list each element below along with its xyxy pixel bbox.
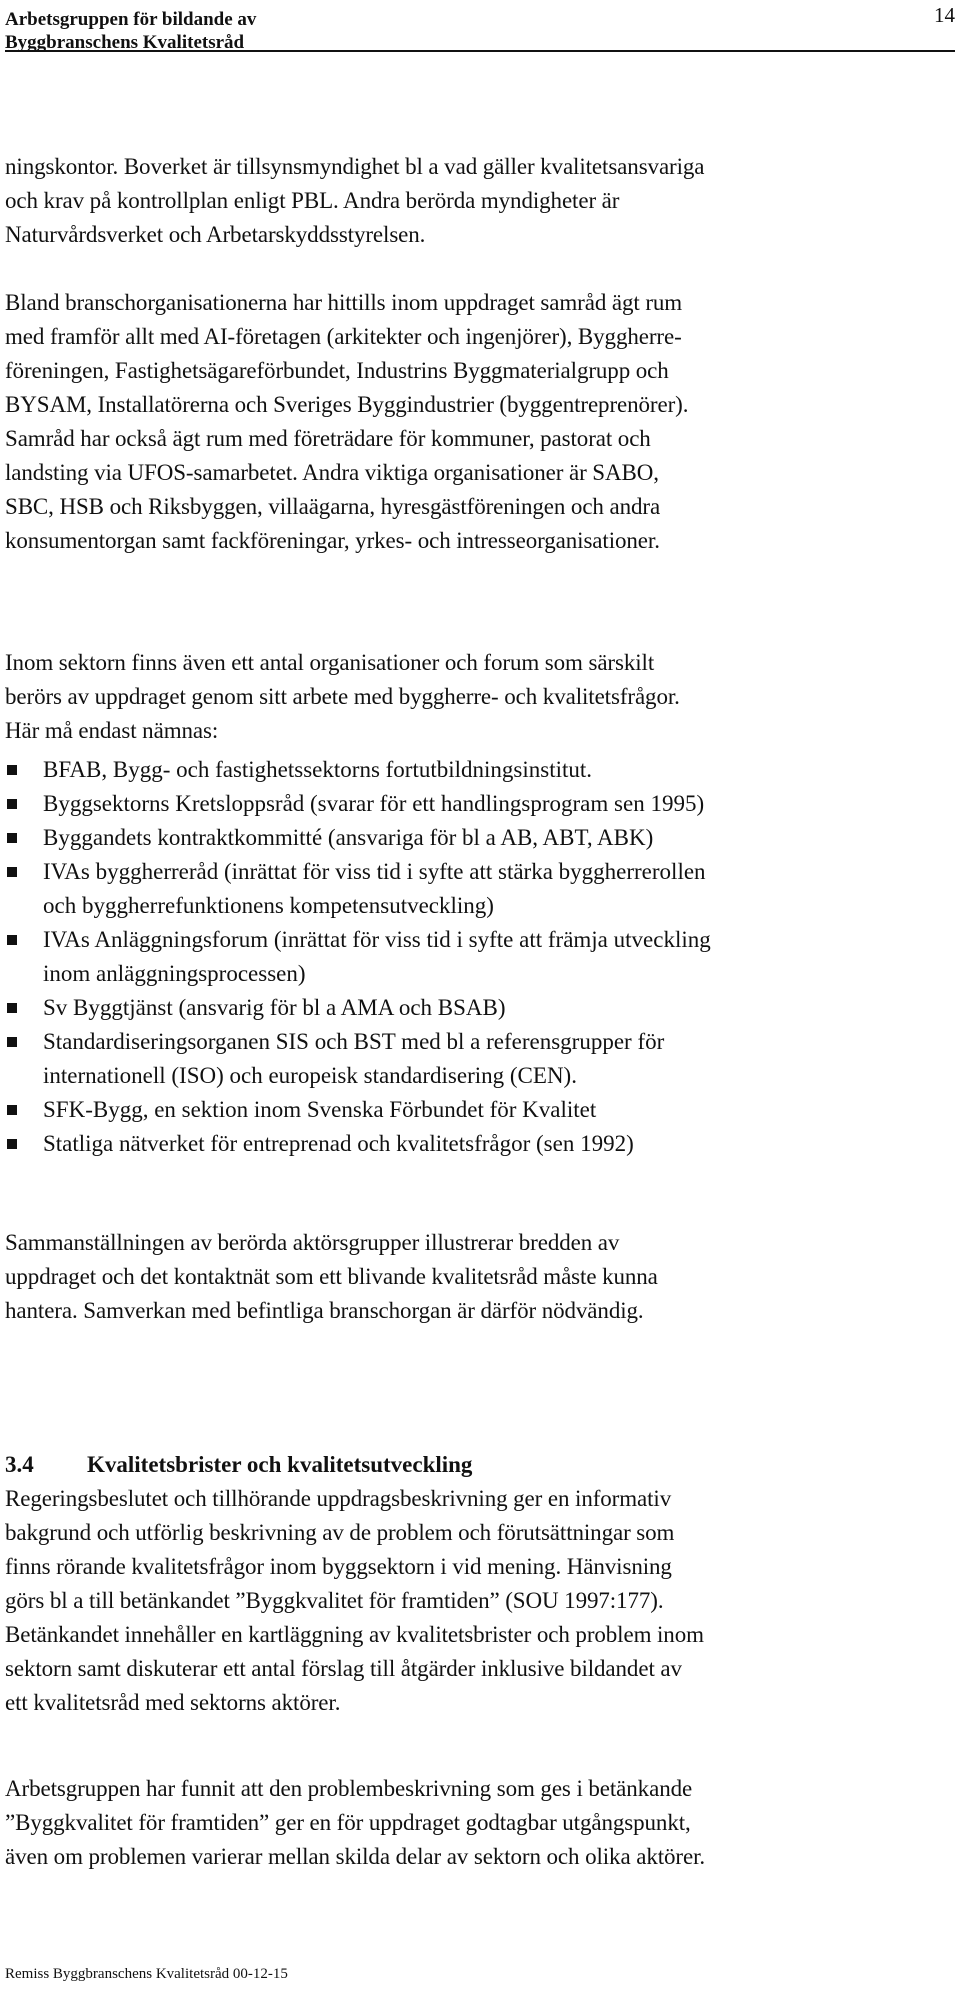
list-item — [5, 1127, 955, 1161]
list-item — [5, 1025, 955, 1093]
text-line: Regeringsbeslutet och tillhörande uppdragsbeskrivning ger en informativ — [5, 1486, 672, 1511]
paragraph-5 — [5, 1482, 955, 1720]
list-item — [5, 1093, 955, 1127]
paragraph-6 — [5, 1772, 955, 1874]
paragraph-4 — [5, 1226, 955, 1328]
list-item-text: Standardiseringsorganen SIS och BST med bl a referensgrupper för — [43, 1029, 665, 1054]
text-line: bakgrund och utförlig beskrivning av de problem och förutsättningar som — [5, 1520, 675, 1545]
page-footer: Remiss Byggbranschens Kvalitetsråd 00-12-15 — [5, 1966, 288, 1982]
square-bullet-icon — [7, 1139, 17, 1149]
list-item-text: BFAB, Bygg- och fastighetssektorns fortutbildningsinstitut. — [43, 757, 593, 782]
list-item — [5, 855, 955, 923]
section-number: 3.4 — [5, 1452, 34, 1477]
text-line: uppdraget och det kontaktnät som ett blivande kvalitetsråd måste kunna — [5, 1264, 658, 1289]
header-org-line: Byggbranschens Kvalitetsråd — [5, 32, 245, 53]
header-organization — [5, 8, 256, 54]
page-number: 14 — [934, 3, 955, 27]
square-bullet-icon — [7, 1003, 17, 1013]
text-line: finns rörande kvalitetsfrågor inom byggsektorn i vid mening. Hänvisning — [5, 1554, 672, 1579]
list-item — [5, 923, 955, 991]
list-item-text: internationell (ISO) och europeisk standardisering (CEN). — [43, 1063, 577, 1088]
square-bullet-icon — [7, 1105, 17, 1115]
list-item — [5, 991, 955, 1025]
text-line: Sammanställningen av berörda aktörsgrupper illustrerar bredden av — [5, 1230, 620, 1255]
paragraph-2 — [5, 286, 955, 558]
organization-list — [5, 753, 955, 1161]
paragraph-1 — [5, 150, 955, 252]
text-line: berörs av uppdraget genom sitt arbete med byggherre- och kvalitetsfrågor. — [5, 684, 680, 709]
square-bullet-icon — [7, 833, 17, 843]
page-header — [5, 4, 955, 52]
square-bullet-icon — [7, 799, 17, 809]
text-line: ”Byggkvalitet för framtiden” ger en för uppdraget godtagbar utgångspunkt, — [5, 1810, 691, 1835]
list-item-text: Sv Byggtjänst (ansvarig för bl a AMA och BSAB) — [43, 995, 506, 1020]
text-line: ett kvalitetsråd med sektorns aktörer. — [5, 1690, 341, 1715]
square-bullet-icon — [7, 1037, 17, 1047]
list-item-text: Byggandets kontraktkommitté (ansvariga för bl a AB, ABT, ABK) — [43, 825, 654, 850]
list-item-text: Statliga nätverket för entreprenad och kvalitetsfrågor (sen 1992) — [43, 1131, 634, 1156]
text-line: Här må endast nämnas: — [5, 718, 219, 743]
text-line: hantera. Samverkan med befintliga branschorgan är därför nödvändig. — [5, 1298, 644, 1323]
list-item-text: och byggherrefunktionens kompetensutveckling) — [43, 893, 494, 918]
text-line: Naturvårdsverket och Arbetarskyddsstyrelsen. — [5, 222, 426, 247]
list-item-text: SFK-Bygg, en sektion inom Svenska Förbundet för Kvalitet — [43, 1097, 597, 1122]
text-line: Inom sektorn finns även ett antal organisationer och forum som särskilt — [5, 650, 655, 675]
text-line: konsumentorgan samt fackföreningar, yrkes- och intresseorganisationer. — [5, 528, 660, 553]
list-item-text: inom anläggningsprocessen) — [43, 961, 306, 986]
text-line: SBC, HSB och Riksbyggen, villaägarna, hyresgästföreningen och andra — [5, 494, 661, 519]
section-heading — [5, 1448, 472, 1482]
text-line: ningskontor. Boverket är tillsynsmyndighet bl a vad gäller kvalitetsansvariga — [5, 154, 705, 179]
text-line: Betänkandet innehåller en kartläggning av kvalitetsbrister och problem inom — [5, 1622, 704, 1647]
list-item — [5, 821, 955, 855]
list-item-text: Byggsektorns Kretsloppsråd (svarar för ett handlingsprogram sen 1995) — [43, 791, 705, 816]
list-item-text: IVAs byggherreråd (inrättat för viss tid i syfte att stärka byggherrerollen — [43, 859, 706, 884]
text-line: görs bl a till betänkandet ”Byggkvalitet för framtiden” (SOU 1997:177). — [5, 1588, 664, 1613]
list-item-text: IVAs Anläggningsforum (inrättat för viss tid i syfte att främja utveckling — [43, 927, 711, 952]
square-bullet-icon — [7, 765, 17, 775]
text-line: landsting via UFOS-samarbetet. Andra viktiga organisationer är SABO, — [5, 460, 659, 485]
header-org-line: Arbetsgruppen för bildande av — [5, 9, 257, 30]
paragraph-3 — [5, 646, 955, 748]
text-line: Samråd har också ägt rum med företrädare för kommuner, pastorat och — [5, 426, 651, 451]
text-line: och krav på kontrollplan enligt PBL. Andra berörda myndigheter är — [5, 188, 620, 213]
text-line: sektorn samt diskuterar ett antal förslag till åtgärder inklusive bildandet av — [5, 1656, 682, 1681]
text-line: med framför allt med AI-företagen (arkitekter och ingenjörer), Byggherre- — [5, 324, 682, 349]
text-line: BYSAM, Installatörerna och Sveriges Byggindustrier (byggentreprenörer). — [5, 392, 689, 417]
text-line: Bland branschorganisationerna har hittills inom uppdraget samråd ägt rum — [5, 290, 683, 315]
list-item — [5, 787, 955, 821]
text-line: även om problemen varierar mellan skilda delar av sektorn och olika aktörer. — [5, 1844, 706, 1869]
square-bullet-icon — [7, 867, 17, 877]
text-line: föreningen, Fastighetsägareförbundet, Industrins Byggmaterialgrupp och — [5, 358, 669, 383]
square-bullet-icon — [7, 935, 17, 945]
text-line: Arbetsgruppen har funnit att den problembeskrivning som ges i betänkande — [5, 1776, 693, 1801]
section-title: Kvalitetsbrister och kvalitetsutveckling — [87, 1452, 473, 1477]
list-item — [5, 753, 955, 787]
